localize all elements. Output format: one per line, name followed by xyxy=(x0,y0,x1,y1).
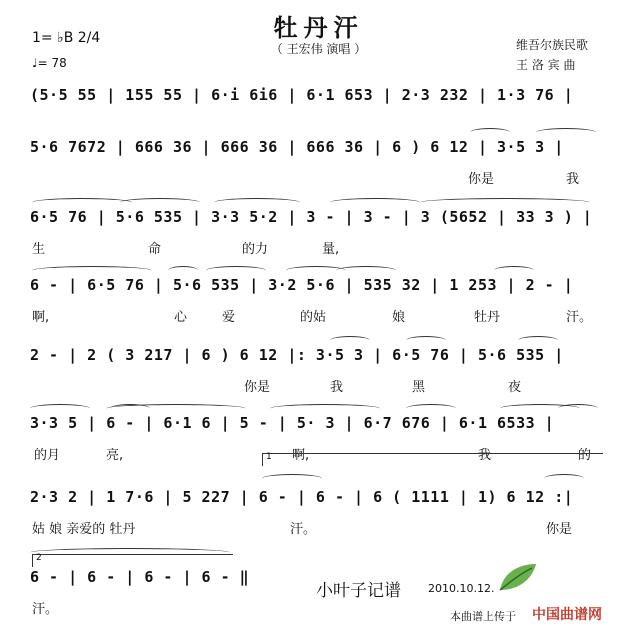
volta-number-2: 2 xyxy=(36,553,42,563)
lyric-syllable: 我 xyxy=(478,448,492,463)
lyric-syllable: 你是 xyxy=(546,522,573,537)
notation-line: 6 - | 6 - | 6 - | 6 - ‖ xyxy=(30,568,250,586)
slur-arc xyxy=(330,336,370,345)
slur-arc xyxy=(270,404,380,413)
slur-arc xyxy=(330,198,420,207)
lyric-syllable: 汗。 xyxy=(566,310,593,325)
slur-arc xyxy=(32,198,132,207)
transcriber-signature: 小叶子记谱 xyxy=(316,581,401,601)
slur-arc xyxy=(106,404,246,413)
lyric-syllable: 亮, xyxy=(106,448,124,463)
volta-bracket-1 xyxy=(262,453,603,466)
song-title: 牡丹汗 xyxy=(273,14,364,42)
slur-arc xyxy=(494,266,534,275)
lyric-syllable: 心 xyxy=(174,310,188,325)
lyric-syllable: 量, xyxy=(322,242,340,257)
slur-arc xyxy=(536,128,596,137)
lyric-syllable: 生 xyxy=(32,242,46,257)
slur-arc xyxy=(518,336,558,345)
slur-arc xyxy=(262,474,322,483)
lyric-syllable: 我 xyxy=(330,380,344,395)
lyric-syllable: 我 xyxy=(566,172,580,187)
slur-arc xyxy=(406,404,456,413)
lyric-syllable: 啊, xyxy=(292,448,310,463)
volta-number-1: 1 xyxy=(266,452,272,462)
lyric-syllable: 汗。 xyxy=(290,522,317,537)
site-logo-text: 中国曲谱网 xyxy=(532,607,602,623)
lyric-syllable: 的 xyxy=(578,448,592,463)
notation-line: 6 - | 6·5 76 | 5·6 535 | 3·2 5·6 | 535 32 | 1 253 | 2 - | xyxy=(30,276,574,294)
lyric-syllable: 的力 xyxy=(242,242,269,257)
notation-line: 2 - | 2 ( 3 217 | 6 ) 6 12 |: 3·5 3 | 6·5 76 | 5·6 535 | xyxy=(30,346,564,364)
lyric-syllable: 汗。 xyxy=(32,602,59,617)
notation-line: 5·6 7672 | 666 36 | 666 36 | 666 36 | 6 ) 6 12 | 3·5 3 | xyxy=(30,138,564,156)
lyric-syllable: 娘 xyxy=(392,310,406,325)
lyric-syllable: 的姑 xyxy=(300,310,327,325)
notation-line: 6·5 76 | 5·6 535 | 3·3 5·2 | 3 - | 3 - | 3 (5652 | 33 3 ) | xyxy=(30,208,593,226)
lyric-syllable: 啊, xyxy=(32,310,50,325)
tempo-marking: ♩= 78 xyxy=(32,56,67,70)
key-signature: 1= ♭B 2/4 xyxy=(32,30,101,46)
lyric-syllable: 黑 xyxy=(412,380,426,395)
lyric-syllable: 姑 娘 亲爱的 牡丹 xyxy=(32,522,136,537)
volta-bracket-2 xyxy=(32,554,233,567)
slur-arc xyxy=(406,336,446,345)
slur-arc xyxy=(168,266,198,275)
slur-arc xyxy=(544,474,584,483)
lyric-syllable: 夜 xyxy=(508,380,522,395)
lyric-syllable: 你是 xyxy=(244,380,271,395)
slur-arc xyxy=(32,266,152,275)
slur-arc xyxy=(214,198,300,207)
leaf-logo-icon xyxy=(496,560,540,594)
upload-note: 本曲谱上传于 xyxy=(450,610,516,623)
lyric-syllable: 爱 xyxy=(222,310,236,325)
notation-line: 2·3 2 | 1 7·6 | 5 227 | 6 - | 6 - | 6 ( 1111 | 1) 6 12 :| xyxy=(30,488,574,506)
notation-line: 3·3 5 | 6 - | 6·1 6 | 5 - | 5· 3 | 6·7 676 | 6·1 6533 | xyxy=(30,414,555,432)
slur-arc xyxy=(558,404,598,413)
notation-line: (5·5 55 | 155 55 | 6·i 6i6 | 6·1 653 | 2·3 232 | 1·3 76 | xyxy=(30,86,574,104)
slur-arc xyxy=(30,404,90,413)
lyric-syllable: 的月 xyxy=(34,448,61,463)
slur-arc xyxy=(470,128,510,137)
transcription-date: 2010.10.12. xyxy=(428,582,495,595)
performer-subtitle: （ 王宏伟 演唱 ） xyxy=(270,42,367,56)
slur-arc xyxy=(420,198,590,207)
song-origin: 维吾尔族民歌 xyxy=(516,38,589,52)
slur-arc xyxy=(206,266,266,275)
lyric-syllable: 你是 xyxy=(468,172,495,187)
arranger-credit: 王 洛 宾 曲 xyxy=(516,58,576,72)
lyric-syllable: 牡丹 xyxy=(474,310,501,325)
slur-arc xyxy=(336,266,396,275)
lyric-syllable: 命 xyxy=(148,242,162,257)
slur-arc xyxy=(120,198,200,207)
